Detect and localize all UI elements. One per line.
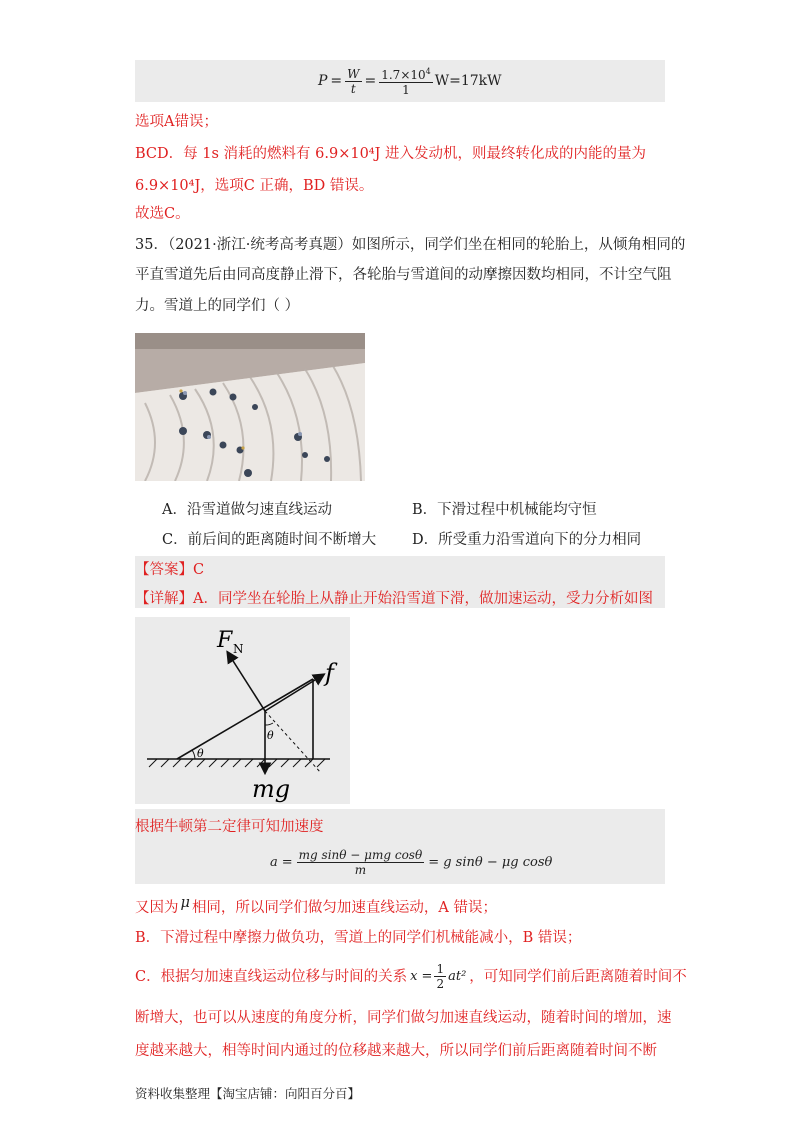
option-d[interactable]: D．所受重力沿雪道向下的分力相同: [412, 532, 642, 548]
answer-value: C: [193, 562, 205, 578]
formula-p: P: [318, 73, 328, 89]
mg-label: mg: [252, 775, 291, 803]
force-diagram: [135, 617, 350, 804]
frac-num-exp: 4: [425, 67, 431, 76]
formula-rhs: = g sinθ − μg cosθ: [428, 854, 553, 870]
answer-line: [135, 560, 204, 580]
frac-den: 2: [436, 977, 445, 991]
question-number: 35．: [135, 237, 168, 253]
conclusion-b: B．下滑过程中摩擦力做负功，雪道上的同学们机械能减小，B 错误；: [135, 930, 582, 946]
conclusion-c-line-2: 断增大，也可以从速度的角度分析，同学们做匀加速直线运动，随着时间的增加，速: [135, 1010, 672, 1026]
option-a[interactable]: A．沿雪道做匀速直线运动: [162, 502, 332, 518]
formula-a: a: [270, 854, 278, 870]
formula-result: W=17kW: [434, 73, 502, 89]
formula-x: x =: [410, 968, 433, 984]
bcd-line-1: BCD．每 1s 消耗的燃料有 6.9×10⁴J 进入发动机，则最终转化成的内能的量为: [135, 146, 647, 162]
option-c[interactable]: C．前后间的距离随时间不断增大: [162, 532, 377, 548]
page-footer: 资料收集整理【淘宝店铺：向阳百分百】: [135, 1086, 361, 1101]
conclusion-c-post: ，可知同学们前后距离随着时间不: [469, 968, 687, 985]
formula-eq: =: [330, 73, 343, 89]
answer-label: 【答案】: [135, 562, 193, 578]
option-b[interactable]: B．下滑过程中机械能均守恒: [412, 502, 597, 518]
question-line-2: 平直雪道先后由同高度静止滑下，各轮胎与雪道间的动摩擦因数均相同，不计空气阻: [135, 267, 672, 283]
frac-num-base: 1.7×10: [381, 68, 426, 82]
normal-force-arrow: [228, 653, 265, 711]
displacement-formula: [410, 962, 466, 991]
bcd-line-2: 6.9×10⁴J，选项C 正确，BD 错误。: [135, 178, 374, 194]
fn-subscript: N: [233, 642, 244, 656]
power-formula: [318, 64, 502, 98]
question-text: （2021·浙江·统考高考真题）如图所示，同学们坐在相同的轮胎上，从倾角相同的: [167, 237, 686, 253]
conclusion-a: [135, 895, 498, 918]
conclusion-c-line-3: 度越来越大，相等时间内通过的位移越来越大，所以同学们前后距离随着时间不断: [135, 1043, 657, 1059]
inner-theta: θ: [267, 729, 274, 742]
detail-text: A．同学坐在轮胎上从静止开始沿雪道下滑，做加速运动，受力分析如图: [193, 591, 653, 607]
frac-den: 1: [402, 83, 410, 97]
base-angle-arc: [192, 750, 195, 759]
option-a-wrong: 选项A错误；: [135, 114, 218, 130]
acceleration-fraction: [297, 848, 425, 877]
frac-den: m: [354, 862, 367, 877]
snow-slope-illustration: [135, 333, 365, 481]
formula-eq: =: [364, 73, 377, 89]
conclusion-a-pre: 又因为: [135, 900, 179, 916]
frac-num: mg sinθ − μmg cosθ: [298, 847, 423, 862]
formula-w-over-t: [345, 67, 361, 96]
mu-symbol: μ: [180, 895, 190, 911]
base-theta: θ: [197, 747, 204, 760]
frac-num: [379, 65, 433, 83]
acceleration-formula: [270, 843, 552, 881]
formula-eq: =: [281, 854, 293, 870]
detail-line: [135, 589, 653, 609]
fn-label: F: [217, 628, 233, 653]
newton-intro: 根据牛顿第二定律可知加速度: [135, 819, 324, 835]
question-line-1: [135, 235, 685, 255]
frac-num: W: [347, 66, 360, 81]
force-diagram-svg: [135, 617, 350, 804]
f-label: f: [325, 659, 334, 687]
formula-value-fraction: [379, 65, 433, 97]
formula-at2: at²: [448, 968, 467, 984]
detail-label: 【详解】: [135, 591, 193, 607]
inner-angle-arc: [265, 723, 273, 725]
conclusion-c-pre: C．根据匀加速直线运动位移与时间的关系: [135, 968, 408, 985]
conclusion-a-post: 相同，所以同学们做匀加速直线运动，A 错误；: [191, 900, 498, 916]
half-fraction: [434, 962, 446, 991]
choose-c: 故选C。: [135, 206, 190, 222]
question-line-3: 力。雪道上的同学们（ ）: [135, 298, 300, 314]
ground-hatch: [149, 759, 325, 767]
frac-num: 1: [436, 962, 445, 976]
frac-den: t: [350, 81, 356, 96]
conclusion-c-line-1: [135, 962, 687, 991]
friction-arrow: [265, 675, 323, 711]
snow-slope-photo: [135, 333, 365, 481]
